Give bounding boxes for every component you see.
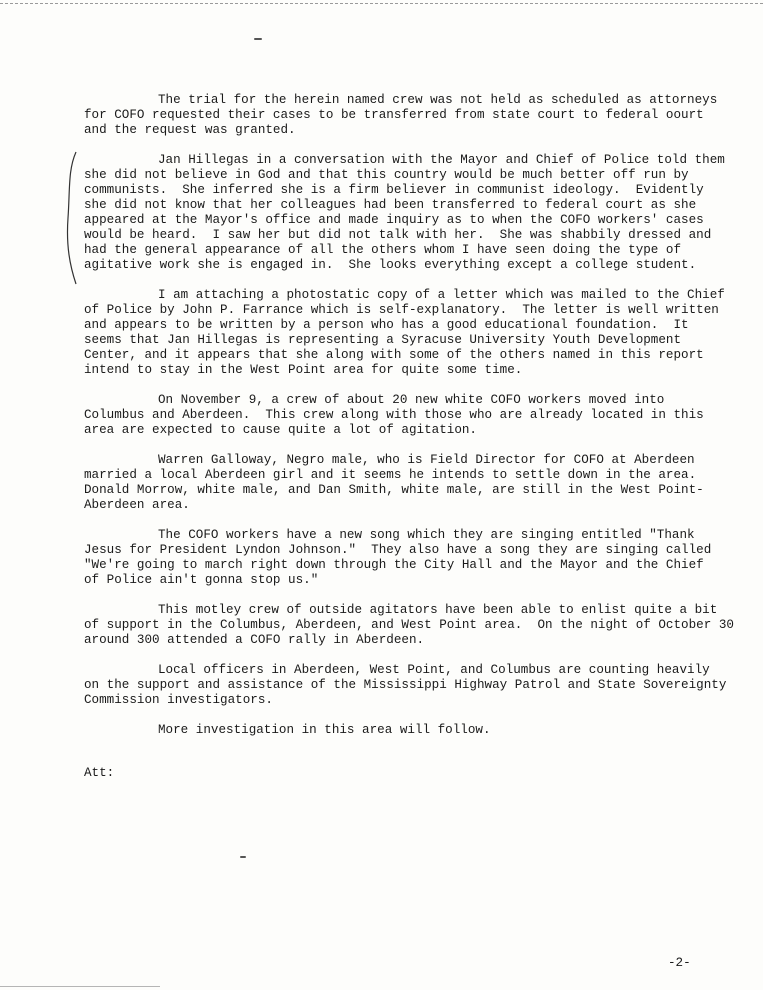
handwritten-bracket-mark: [64, 150, 78, 286]
paragraph-songs: [84, 528, 734, 588]
text-line: would be heard. I saw her but did not talk with her. She was shabbily dressed and: [84, 228, 712, 242]
attachment-label: Att:: [84, 766, 115, 780]
text-line: Columbus and Aberdeen. This crew along with those who are already located in this: [84, 408, 704, 422]
text-line: of Police by John P. Farrance which is self-explanatory. The letter is well written: [84, 303, 719, 317]
text-line: Warren Galloway, Negro male, who is Field Director for COFO at Aberdeen: [158, 453, 695, 467]
paragraph-more-investigation: [84, 723, 734, 738]
page-bottom-edge: [0, 986, 160, 987]
text-line: on the support and assistance of the Mississippi Highway Patrol and State Sovereignty: [84, 678, 727, 692]
text-line: This motley crew of outside agitators have been able to enlist quite a bit: [158, 603, 718, 617]
text-line: and the request was granted.: [84, 123, 296, 137]
text-line: Commission investigators.: [84, 693, 273, 707]
scan-speck: [240, 856, 246, 858]
scan-speck: [254, 38, 262, 40]
text-line: Center, and it appears that she along with some of the others named in this report: [84, 348, 704, 362]
text-line: agitative work she is engaged in. She looks everything except a college student.: [84, 258, 697, 272]
page-number: -2-: [668, 956, 691, 970]
paragraph-local-officers: [84, 663, 734, 708]
letter-body: [84, 93, 734, 753]
text-line: had the general appearance of all the others whom I have seen doing the type of: [84, 243, 682, 257]
text-line: she did not know that her colleagues had been transferred to federal court as she: [84, 198, 697, 212]
text-line: The COFO workers have a new song which they are singing entitled "Thank: [158, 528, 695, 542]
text-line: I am attaching a photostatic copy of a letter which was mailed to the Chief: [158, 288, 725, 302]
text-line: Donald Morrow, white male, and Dan Smith, white male, are still in the West Point-: [84, 483, 704, 497]
text-line: Aberdeen area.: [84, 498, 190, 512]
paragraph-warren-galloway: [84, 453, 734, 513]
text-line: married a local Aberdeen girl and it seems he intends to settle down in the area.: [84, 468, 697, 482]
text-line: Jan Hillegas in a conversation with the Mayor and Chief of Police told them: [158, 153, 725, 167]
paragraph-support: [84, 603, 734, 648]
text-line: Jesus for President Lyndon Johnson." They also have a song they are singing called: [84, 543, 712, 557]
text-line: seems that Jan Hillegas is representing a Syracuse University Youth Development: [84, 333, 682, 347]
text-line: More investigation in this area will follow.: [158, 723, 491, 737]
text-line: "We're going to march right down through the City Hall and the Mayor and the Chief: [84, 558, 704, 572]
paragraph-trial: [84, 93, 734, 138]
text-line: of support in the Columbus, Aberdeen, and West Point area. On the night of October 30: [84, 618, 734, 632]
text-line: area are expected to cause quite a lot of agitation.: [84, 423, 477, 437]
paragraph-jan-hillegas: [84, 153, 734, 273]
text-line: On November 9, a crew of about 20 new white COFO workers moved into: [158, 393, 665, 407]
paragraph-new-workers: [84, 393, 734, 438]
text-line: for COFO requested their cases to be transferred from state court to federal oourt: [84, 108, 704, 122]
text-line: and appears to be written by a person who has a good educational foundation. It: [84, 318, 689, 332]
text-line: appeared at the Mayor's office and made inquiry as to when the COFO workers' cases: [84, 213, 704, 227]
text-line: she did not believe in God and that this country would be much better off run by: [84, 168, 689, 182]
text-line: around 300 attended a COFO rally in Aberdeen.: [84, 633, 425, 647]
text-line: communists. She inferred she is a firm believer in communist ideology. Evidently: [84, 183, 704, 197]
text-line: intend to stay in the West Point area for quite some time.: [84, 363, 523, 377]
text-line: Local officers in Aberdeen, West Point, and Columbus are counting heavily: [158, 663, 710, 677]
page-top-edge: [0, 3, 763, 4]
paragraph-photostatic-letter: [84, 288, 734, 378]
text-line: of Police ain't gonna stop us.": [84, 573, 319, 587]
text-line: The trial for the herein named crew was not held as scheduled as attorneys: [158, 93, 718, 107]
